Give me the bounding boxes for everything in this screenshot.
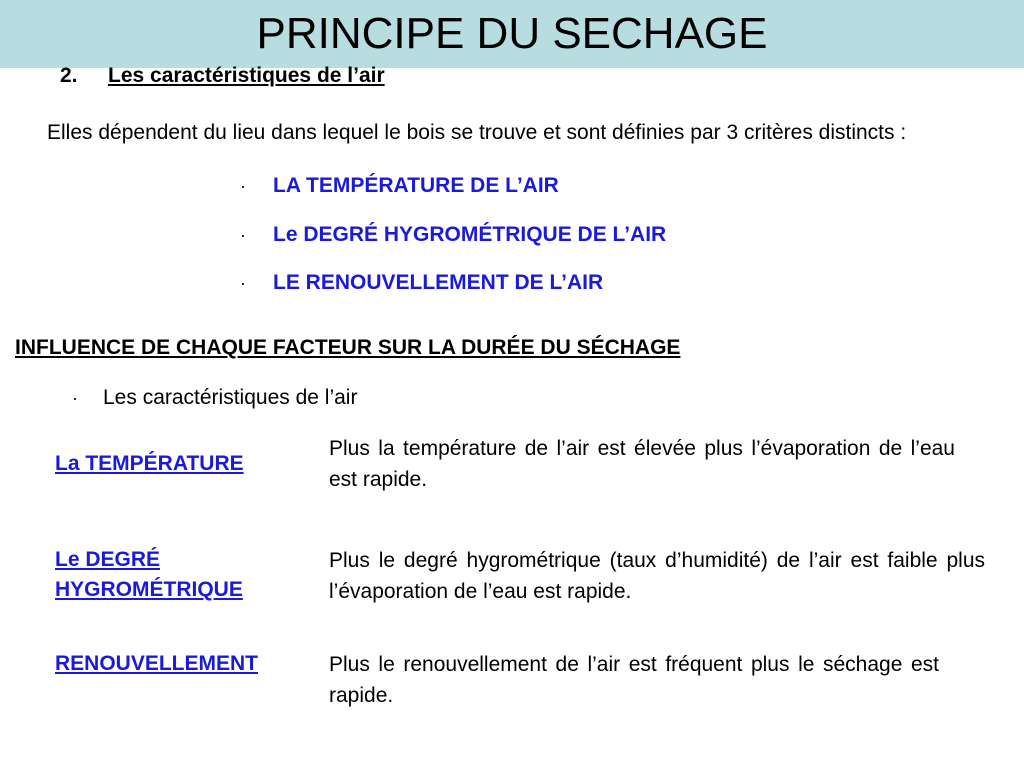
bullet-icon: · — [240, 225, 246, 245]
sub-bullet: Les caractéristiques de l’air — [103, 386, 358, 409]
criterion-hygrometry: Le DEGRÉ HYGROMÉTRIQUE DE L’AIR — [273, 223, 667, 246]
criterion-temperature: LA TEMPÉRATURE DE L’AIR — [273, 174, 559, 197]
intro-text: Elles dépendent du lieu dans lequel le bois se trouve et sont définies par 3 critères distincts : — [47, 121, 907, 144]
factor-renewal: RENOUVELLEMENT — [55, 652, 259, 675]
factor-hygrometry: Le DEGRÉ HYGROMÉTRIQUE — [55, 548, 243, 601]
slide-title: PRINCIPE DU SECHAGE — [256, 9, 768, 58]
bullet-icon: · — [240, 176, 246, 196]
factor-renewal-desc: Plus le renouvellement de l’air est fréquent plus le séchage est rapide. — [329, 653, 939, 707]
factor-temperature: La TEMPÉRATURE — [55, 452, 244, 475]
criterion-renewal: LE RENOUVELLEMENT DE L’AIR — [273, 271, 604, 294]
bullet-icon: · — [240, 273, 246, 293]
section-number: 2. — [60, 64, 78, 87]
bullet-icon: · — [72, 388, 78, 408]
factor-temperature-desc: Plus la température de l’air est élevée plus l’évaporation de l’eau est rapide. — [329, 437, 955, 491]
factor-hygrometry-desc: Plus le degré hygrométrique (taux d’humidité) de l’air est faible plus l’évaporation de l’eau est rapide. — [329, 549, 985, 603]
section-title: Les caractéristiques de l’air — [108, 64, 385, 87]
influence-heading: INFLUENCE DE CHAQUE FACTEUR SUR LA DURÉE DU SÉCHAGE — [15, 336, 681, 359]
